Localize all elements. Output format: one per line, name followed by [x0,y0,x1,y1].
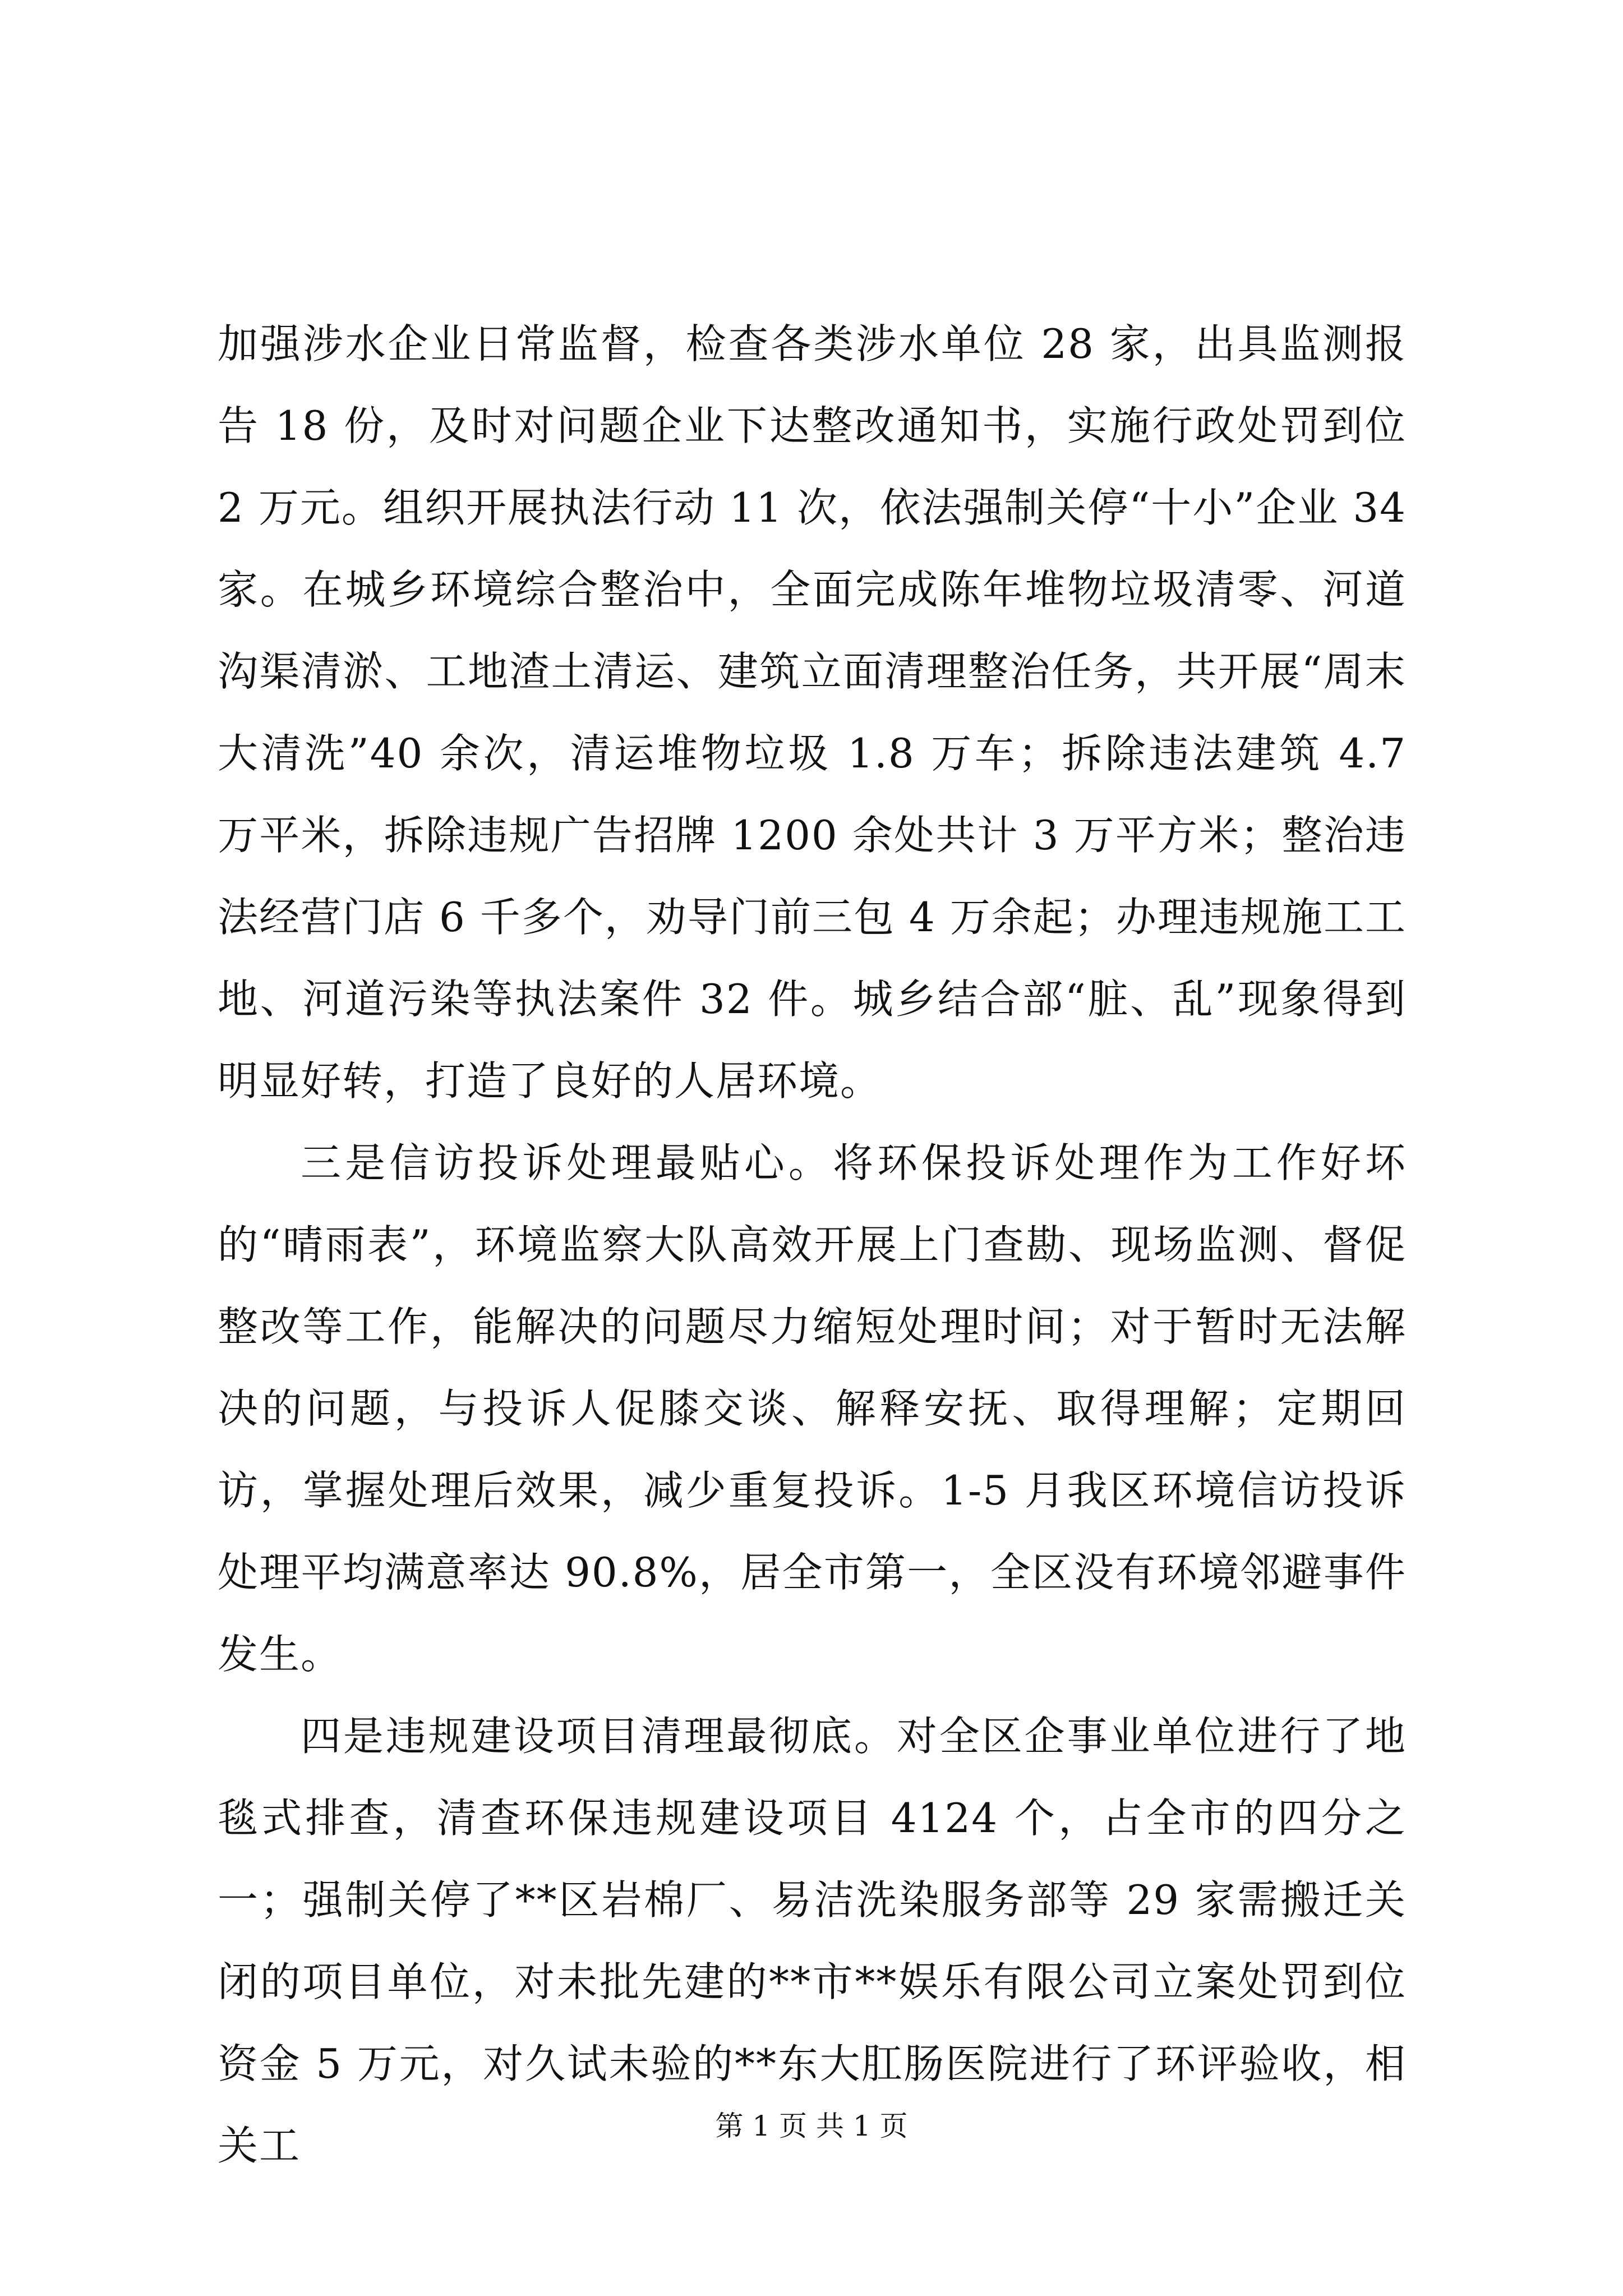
page-footer: 第 1 页 共 1 页 [715,2110,908,2142]
paragraph-water-enforcement: 加强涉水企业日常监督，检查各类涉水单位 28 家，出具监测报告 18 份，及时对问题企业下达整改通知书，实施行政处罚到位 2 万元。组织开展执法行动 11 次，依法强制关停“十小”企业 34 家。在城乡环境综合整治中，全面完成陈年堆物垃圾清零、河道沟渠清淤、工地渣土清运、建筑立面清理整治任务，共开展“周末大清洗”40 余次，清运堆物垃圾 1.8 万车；拆除违法建筑 4.7 万平米，拆除违规广告招牌 1200 余处共计 3 万平方米；整治违法经营门店 6 千多个，劝导门前三包 4 万余起；办理违规施工工地、河道污染等执法案件 32 件。城乡结合部“脏、乱”现象得到明显好转，打造了良好的人居环境。 [218,320,1407,1105]
document-body [218,303,1407,2187]
paragraph-complaint-handling: 三是信访投诉处理最贴心。将环保投诉处理作为工作好坏的“晴雨表”，环境监察大队高效开展上门查勘、现场监测、督促整改等工作，能解决的问题尽力缩短处理时间；对于暂时无法解决的问题，与投诉人促膝交谈、解释安抚、取得理解；定期回访，掌握处理后效果，减少重复投诉。1-5 月我区环境信访投诉处理平均满意率达 90.8%，居全市第一，全区没有环境邻避事件发生。 [218,1139,1407,1678]
paragraph-illegal-projects: 四是违规建设项目清理最彻底。对全区企事业单位进行了地毯式排查，清查环保违规建设项目 4124 个，占全市的四分之一；强制关停了**区岩棉厂、易洁洗染服务部等 29 家需搬迁关闭的项目单位，对未批先建的**市**娱乐有限公司立案处罚到位资金 5 万元，对久试未验的**东大肛肠医院进行了环评验收，相关工 [218,1713,1407,2169]
